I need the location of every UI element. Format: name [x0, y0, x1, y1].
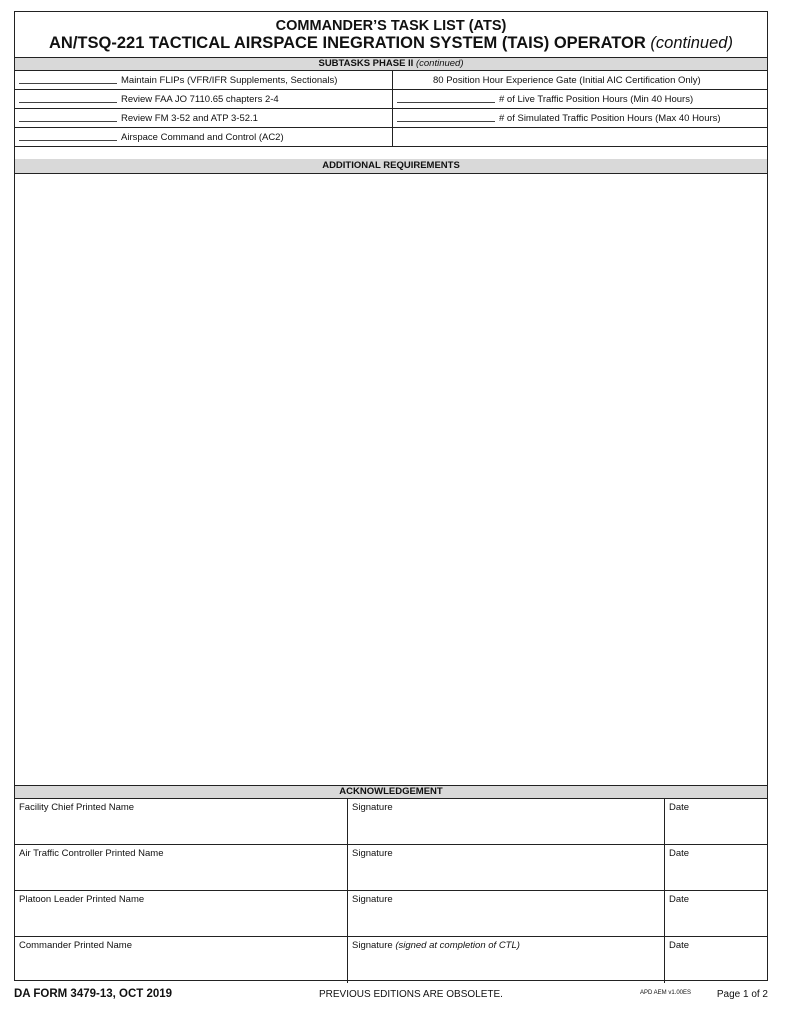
signature-field[interactable]	[348, 845, 665, 890]
date-field[interactable]	[665, 891, 767, 936]
printed-name-label: Commander Printed Name	[19, 940, 132, 951]
empty-cell	[393, 128, 767, 146]
initials-blank[interactable]	[19, 121, 117, 122]
form-footer	[14, 988, 768, 1002]
signature-field[interactable]	[348, 799, 665, 844]
subtask-cell	[15, 128, 393, 146]
subtask-row	[15, 128, 767, 147]
initials-blank[interactable]	[19, 102, 117, 103]
hours-blank[interactable]	[397, 102, 495, 103]
signature-label: Signature	[352, 894, 393, 905]
form-subtitle-suffix: (continued)	[650, 34, 733, 52]
date-label: Date	[669, 940, 690, 951]
printed-name-field[interactable]	[15, 891, 348, 936]
additional-requirements-header	[15, 159, 767, 174]
additional-requirements-label: ADDITIONAL REQUIREMENTS	[322, 160, 460, 171]
version-label: APD AEM v1.00ES	[640, 990, 692, 996]
ack-row	[15, 937, 767, 983]
subtasks-section-header	[15, 58, 767, 71]
experience-gate-heading: 80 Position Hour Experience Gate (Initial AIC Certification Only)	[433, 75, 701, 86]
subtasks-section-suffix: (continued)	[415, 58, 464, 69]
ack-row	[15, 891, 767, 937]
signature-field[interactable]	[348, 891, 665, 936]
hours-blank[interactable]	[397, 121, 495, 122]
subtask-row	[15, 90, 767, 109]
signature-label: Signature	[352, 940, 393, 951]
signature-label: Signature	[352, 802, 393, 813]
form-title: COMMANDER’S TASK LIST (ATS)	[275, 18, 507, 34]
form-subtitle	[15, 34, 767, 53]
signature-field[interactable]	[348, 937, 665, 983]
date-label: Date	[669, 848, 690, 859]
subtask-label: Review FAA JO 7110.65 chapters 2-4	[121, 94, 279, 105]
printed-name-field[interactable]	[15, 845, 348, 890]
acknowledgement-header	[15, 786, 767, 799]
initials-blank[interactable]	[19, 83, 117, 84]
task-list-form	[14, 11, 768, 981]
ack-row	[15, 799, 767, 845]
date-field[interactable]	[665, 799, 767, 844]
subtask-cell	[15, 109, 393, 127]
date-label: Date	[669, 894, 690, 905]
date-label: Date	[669, 802, 690, 813]
additional-requirements-field[interactable]	[15, 174, 767, 786]
printed-name-label: Air Traffic Controller Printed Name	[19, 848, 164, 859]
subtasks-section-label: SUBTASKS PHASE II	[318, 58, 414, 69]
date-field[interactable]	[665, 937, 767, 983]
subtask-label: Review FM 3-52 and ATP 3-52.1	[121, 113, 258, 124]
page-number: Page 1 of 2	[716, 989, 768, 1000]
acknowledgement-label: ACKNOWLEDGEMENT	[339, 786, 443, 797]
subtask-cell	[15, 71, 393, 89]
printed-name-label: Platoon Leader Printed Name	[19, 894, 145, 905]
hours-label: # of Live Traffic Position Hours (Min 40 Hours)	[499, 94, 694, 105]
subtask-cell	[15, 90, 393, 108]
subtask-label: Airspace Command and Control (AC2)	[121, 132, 284, 143]
hours-cell	[393, 109, 767, 127]
form-subtitle-text: AN/TSQ-221 TACTICAL AIRSPACE INEGRATION SYSTEM (TAIS) OPERATOR	[49, 34, 646, 52]
form-number: DA FORM 3479-13, OCT 2019	[14, 988, 173, 1000]
initials-blank[interactable]	[19, 140, 117, 141]
obsolete-notice: PREVIOUS EDITIONS ARE OBSOLETE.	[319, 989, 503, 1000]
printed-name-field[interactable]	[15, 937, 348, 983]
subtask-row	[15, 71, 767, 90]
experience-gate-cell	[393, 71, 767, 89]
signature-note: (signed at completion of CTL)	[395, 940, 520, 951]
hours-cell	[393, 90, 767, 108]
printed-name-field[interactable]	[15, 799, 348, 844]
subtask-label: Maintain FLIPs (VFR/IFR Supplements, Sectionals)	[121, 75, 338, 86]
ack-row	[15, 845, 767, 891]
printed-name-label: Facility Chief Printed Name	[19, 802, 135, 813]
signature-label: Signature	[352, 848, 393, 859]
form-title-block	[15, 12, 767, 58]
hours-label: # of Simulated Traffic Position Hours (Max 40 Hours)	[499, 113, 721, 124]
date-field[interactable]	[665, 845, 767, 890]
subtask-row	[15, 109, 767, 128]
